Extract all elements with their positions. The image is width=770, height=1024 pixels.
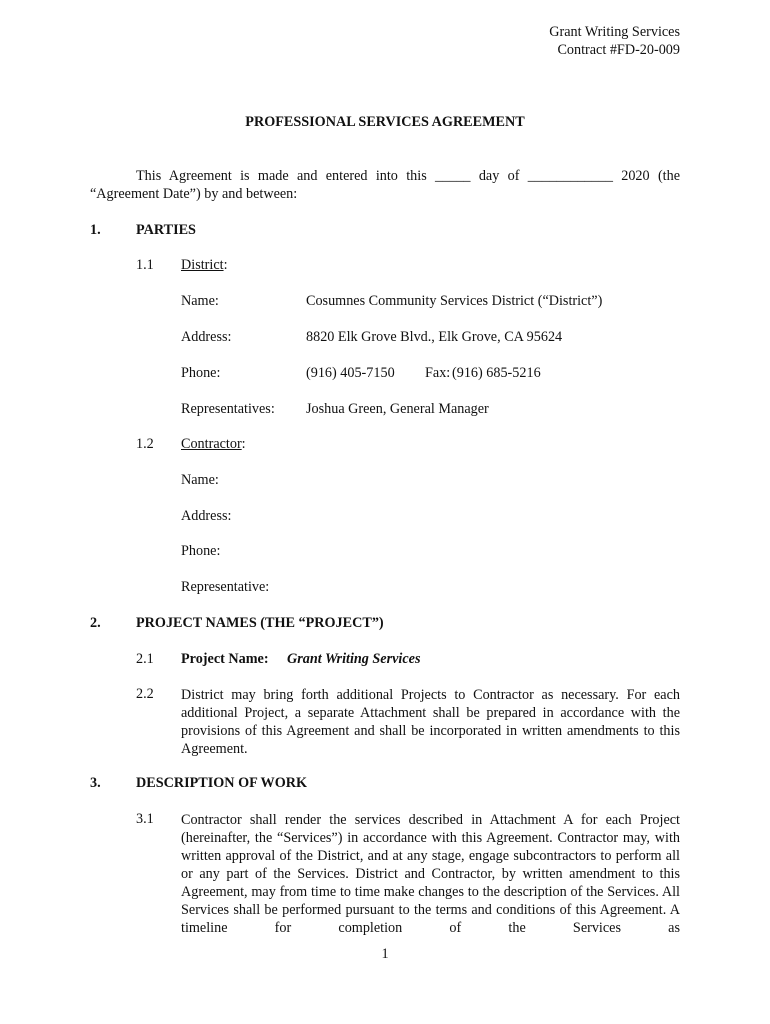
district-representatives-value: Joshua Green, General Manager <box>306 401 489 417</box>
section-3-number: 3. <box>90 775 101 791</box>
item-2-2-number: 2.2 <box>136 686 154 702</box>
section-3-heading: DESCRIPTION OF WORK <box>136 775 308 791</box>
district-name-value: Cosumnes Community Services District (“District”) <box>306 293 603 309</box>
project-name-label: Project Name: <box>181 651 269 667</box>
header-contract-number: Contract #FD-20-009 <box>557 42 680 58</box>
contractor-label: Contractor <box>181 436 242 452</box>
district-label: District <box>181 257 224 273</box>
district-phone-value: (916) 405-7150 <box>306 365 395 381</box>
document-title: PROFESSIONAL SERVICES AGREEMENT <box>245 114 525 130</box>
header-service-name: Grant Writing Services <box>549 24 680 40</box>
item-1-1-number: 1.1 <box>136 257 154 273</box>
section-2-number: 2. <box>90 615 101 631</box>
contractor-representative-label: Representative: <box>181 579 270 595</box>
district-address-label: Address: <box>181 329 232 345</box>
district-label-group <box>181 257 228 274</box>
item-2-2-text: District may bring forth additional Projects to Contractor as necessary. For each additional Project, a separate Attachment shall be prepared in accordance with the provisions of this Agreement and shall be incorporated in written amendments to this Agreement. <box>181 687 680 757</box>
district-name-label: Name: <box>181 293 219 309</box>
contractor-colon: : <box>241 436 246 452</box>
section-2-heading: PROJECT NAMES (THE “PROJECT”) <box>136 615 384 631</box>
item-2-1-number: 2.1 <box>136 651 154 667</box>
intro-line-2: “Agreement Date”) by and between: <box>90 186 298 202</box>
district-representatives-label: Representatives: <box>181 401 275 417</box>
item-1-2-number: 1.2 <box>136 436 154 452</box>
district-colon: : <box>223 257 228 273</box>
contractor-address-label: Address: <box>181 508 232 524</box>
district-fax-value: (916) 685-5216 <box>452 365 541 381</box>
item-3-1-number: 3.1 <box>136 811 154 827</box>
contractor-phone-label: Phone: <box>181 543 221 559</box>
project-name-value: Grant Writing Services <box>287 651 421 667</box>
intro-line-1: This Agreement is made and entered into this _____ day of ____________ 2020 (the <box>136 168 680 184</box>
district-phone-label: Phone: <box>181 365 221 381</box>
section-1-number: 1. <box>90 222 101 238</box>
item-3-1-text: Contractor shall render the services described in Attachment A for each Project (hereinafter, the “Services”) in accordance with this Agreement. Contractor may, with written approval of the District, and at any stage, engage subcontractors to perform all or any part of the Services. District and Contractor, by written amendment to this Agreement, may from time to time make changes to the description of the Services. All Services shall be performed pursuant to the terms and conditions of this Agreement. A timeline for completion of the Services as <box>181 812 680 936</box>
district-address-value: 8820 Elk Grove Blvd., Elk Grove, CA 95624 <box>306 329 563 345</box>
section-1-heading: PARTIES <box>136 222 196 238</box>
contractor-label-group <box>181 436 246 453</box>
district-fax-label: Fax: <box>425 365 451 381</box>
page-number: 1 <box>381 946 389 962</box>
contractor-name-label: Name: <box>181 472 219 488</box>
